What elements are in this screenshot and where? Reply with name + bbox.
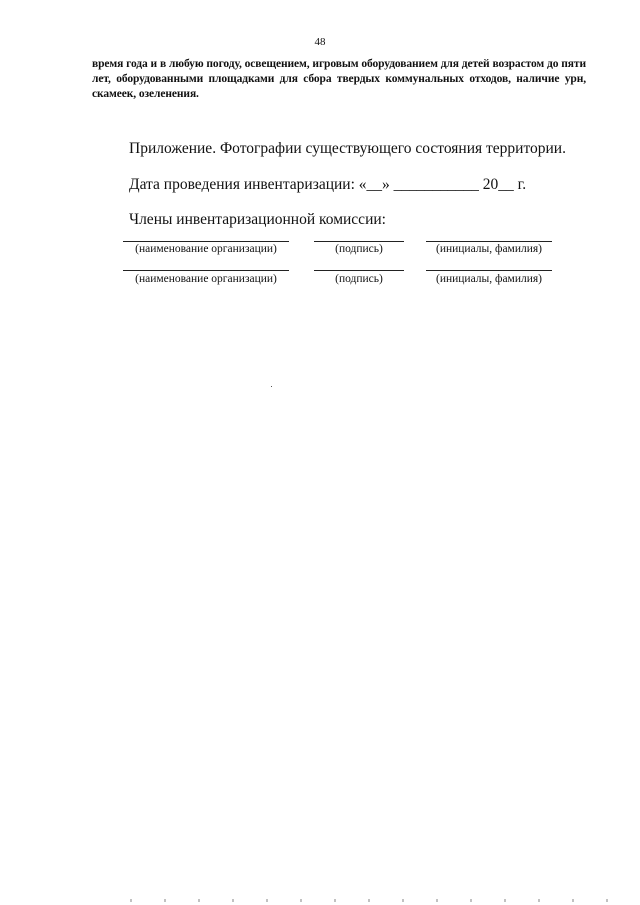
commission-members-heading: Члены инвентаризационной комиссии: [129, 211, 386, 228]
organization-signature-line [123, 270, 289, 271]
organization-caption: (наименование организации) [135, 273, 277, 285]
name-signature-line [426, 241, 552, 242]
signature-line [314, 241, 404, 242]
signature-line [314, 270, 404, 271]
name-caption: (инициалы, фамилия) [435, 243, 543, 255]
page-number: 48 [314, 36, 326, 48]
scan-speck [271, 386, 272, 387]
signature-caption: (подпись) [335, 273, 383, 285]
intro-paragraph: время года и в любую погоду, освещением, игровым оборудованием для детей возрастом до пяти лет, оборудованными площадками для сбора твердых коммунальных отходов, наличие урн, скамеек, озеленения. [92, 58, 586, 100]
organization-signature-line [123, 241, 289, 242]
organization-caption: (наименование организации) [135, 243, 277, 255]
inventory-date-line: Дата проведения инвентаризации: «__» ___________ 20__ г. [129, 176, 527, 193]
appendix-title: Приложение. Фотографии существующего состояния территории. [129, 140, 566, 157]
name-signature-line [426, 270, 552, 271]
signature-caption: (подпись) [335, 243, 383, 255]
name-caption: (инициалы, фамилия) [435, 273, 543, 285]
scan-bottom-artifact [130, 899, 610, 902]
